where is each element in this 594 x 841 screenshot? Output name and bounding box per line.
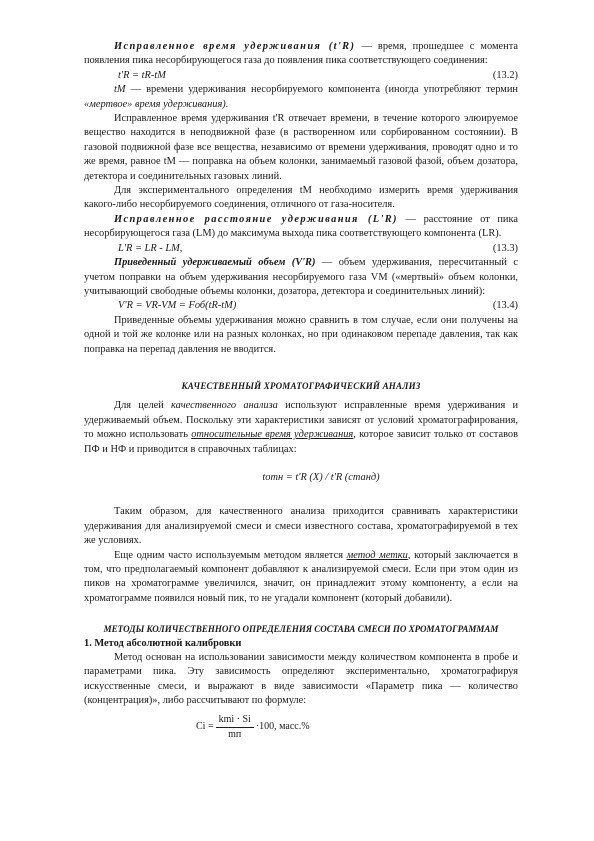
term-adjusted-retention-time: Исправленное время удерживания (t'R) (114, 41, 356, 52)
paragraph-text: , которое зависит только от составов ПФ и НФ и приводится в справочных таблицах: (84, 429, 519, 455)
equation-formula: t'R = tR-tM (118, 69, 166, 81)
equation-13-4 (84, 299, 518, 313)
formula-numerator: kmi · Si (216, 713, 254, 728)
term-qualitative-analysis: качественного анализа (171, 400, 278, 412)
formula-rest: ·100, масс.% (255, 721, 310, 733)
equation-number: (13.2) (492, 69, 518, 81)
term-relative-retention: относительные время удерживания (191, 429, 354, 441)
concentration-formula (84, 713, 518, 743)
formula-lhs: Ci = (196, 721, 214, 733)
paragraph-marker-method (84, 549, 518, 607)
paragraph-experimental-tm: Для экспериментального определения tM необходимо измерить время удерживания какого-либо несорбируемого соединения, отличного от газа-носителя. (84, 185, 518, 211)
paragraph-qualitative-analysis (84, 399, 518, 457)
paragraph-adjusted-time-explanation: Исправленное время удерживания t'R отвечает времени, в течение которого элюируемое вещество находится в неподвижной фазе (в растворенном или сорбированном состоянии). В газовой подвижной фазе все вещества, независимо от времени удерживания, проводят одно и то же время, равное tM — поправка на объем колонки, занимаемый газовой фазой, объем дозатора, детектора и соединительных газовых линий. (84, 113, 518, 182)
paragraph-dead-time (84, 83, 518, 112)
equation-formula: V'R = VR-VM = Fоб(tR-tM) (118, 300, 237, 312)
paragraph-text: — объем удерживания, пересчитанный с учетом поправки на объем удерживания несорбируемого газа VM («мертвый» объем колонки, учитывающий свободные объемы колонки, дозатора, детектора и соединительных линий): (84, 257, 518, 297)
paragraph-text: Для целей (114, 400, 172, 412)
paragraph-text: , который заключается в том, что предполагаемый компонент добавляют к анализируемой смеси. Если при этом один из пиков на хроматограмме увеличился, значит, он принадлежит этому компоненту, а если на хроматограмме появился новый пик, то не угадали компонент (который добавили). (84, 549, 519, 604)
term-adjusted-distance: Исправленное расстояние удерживания (L'R) (114, 213, 398, 225)
formula-fraction (216, 713, 254, 743)
paragraph-text: — расстояние от пика несорбирующегося газа (LM) до максимума выхода пика соответствующего компонента (LR). (84, 213, 518, 240)
paragraph-adjusted-distance (84, 213, 518, 242)
paragraph-volume-comparison: Приведенные объемы удерживания можно сравнить в том случае, если они получены на одной и той же колонке или на разных колонках, но при одинаковом перепаде давления, так как поправка на перепад давления не вводится. (84, 314, 518, 355)
paragraph-absolute-calibration: Метод основан на использовании зависимости между количеством компонента в пробе и параметрами пика. Эту зависимость определяют экспериментально, хроматографируя искусственные смеси, и выражают в виде зависимости «Параметр пика — количество (концентрация)», либо рассчитывают по формуле: (84, 652, 518, 707)
symbol-tm: tM (114, 84, 126, 96)
subsection-heading-absolute-calibration: 1. Метод абсолютной калибровки (84, 637, 242, 649)
dead-time-term: «мертвое» время удерживания). (84, 98, 229, 110)
paragraph-text: Еще одним часто используемым методом является (114, 549, 347, 561)
relative-retention-formula: tотн = t'R (X) / t'R (станд) (262, 471, 380, 483)
section-heading-qualitative: КАЧЕСТВЕННЫЙ ХРОМАТОГРАФИЧЕСКИЙ АНАЛИЗ (181, 380, 421, 391)
paragraph-reduced-volume (84, 256, 518, 299)
term-reduced-volume: Приведенный удерживаемый объем (V'R) (114, 257, 316, 269)
equation-13-2 (84, 69, 518, 83)
paragraph-text: используют исправленные время удерживания и удерживаемый объем. Поскольку эти характеристики зависят от условий хроматографирования, то можно использовать (84, 400, 519, 441)
document-page (84, 40, 518, 742)
paragraph-adjusted-retention-time (84, 40, 518, 69)
equation-formula: L'R = LR - LM, (118, 242, 183, 254)
paragraph-text: — время, прошедшее с момента появления пика несорбирующегося газа до появления пика соответствующего соединения: (84, 41, 518, 67)
paragraph-text: — времени удерживания несорбируемого компонента (иногда употребляют термин (125, 84, 518, 96)
paragraph-comparison-method: Таким образом, для качественного анализа приходится сравнивать характеристики удерживания для анализируемой смеси и смеси известного состава, хроматографируемой в тех же условиях. (84, 506, 518, 547)
term-marker-method: метод метки (346, 549, 408, 561)
equation-13-3 (84, 242, 518, 256)
equation-number: (13.3) (492, 242, 518, 254)
equation-number: (13.4) (492, 300, 518, 312)
formula-denominator: mп (228, 729, 242, 741)
section-heading-quantitative: МЕТОДЫ КОЛИЧЕСТВЕННОГО ОПРЕДЕЛЕНИЯ СОСТАВА СМЕСИ ПО ХРОМАТОГРАММАМ (103, 624, 499, 635)
